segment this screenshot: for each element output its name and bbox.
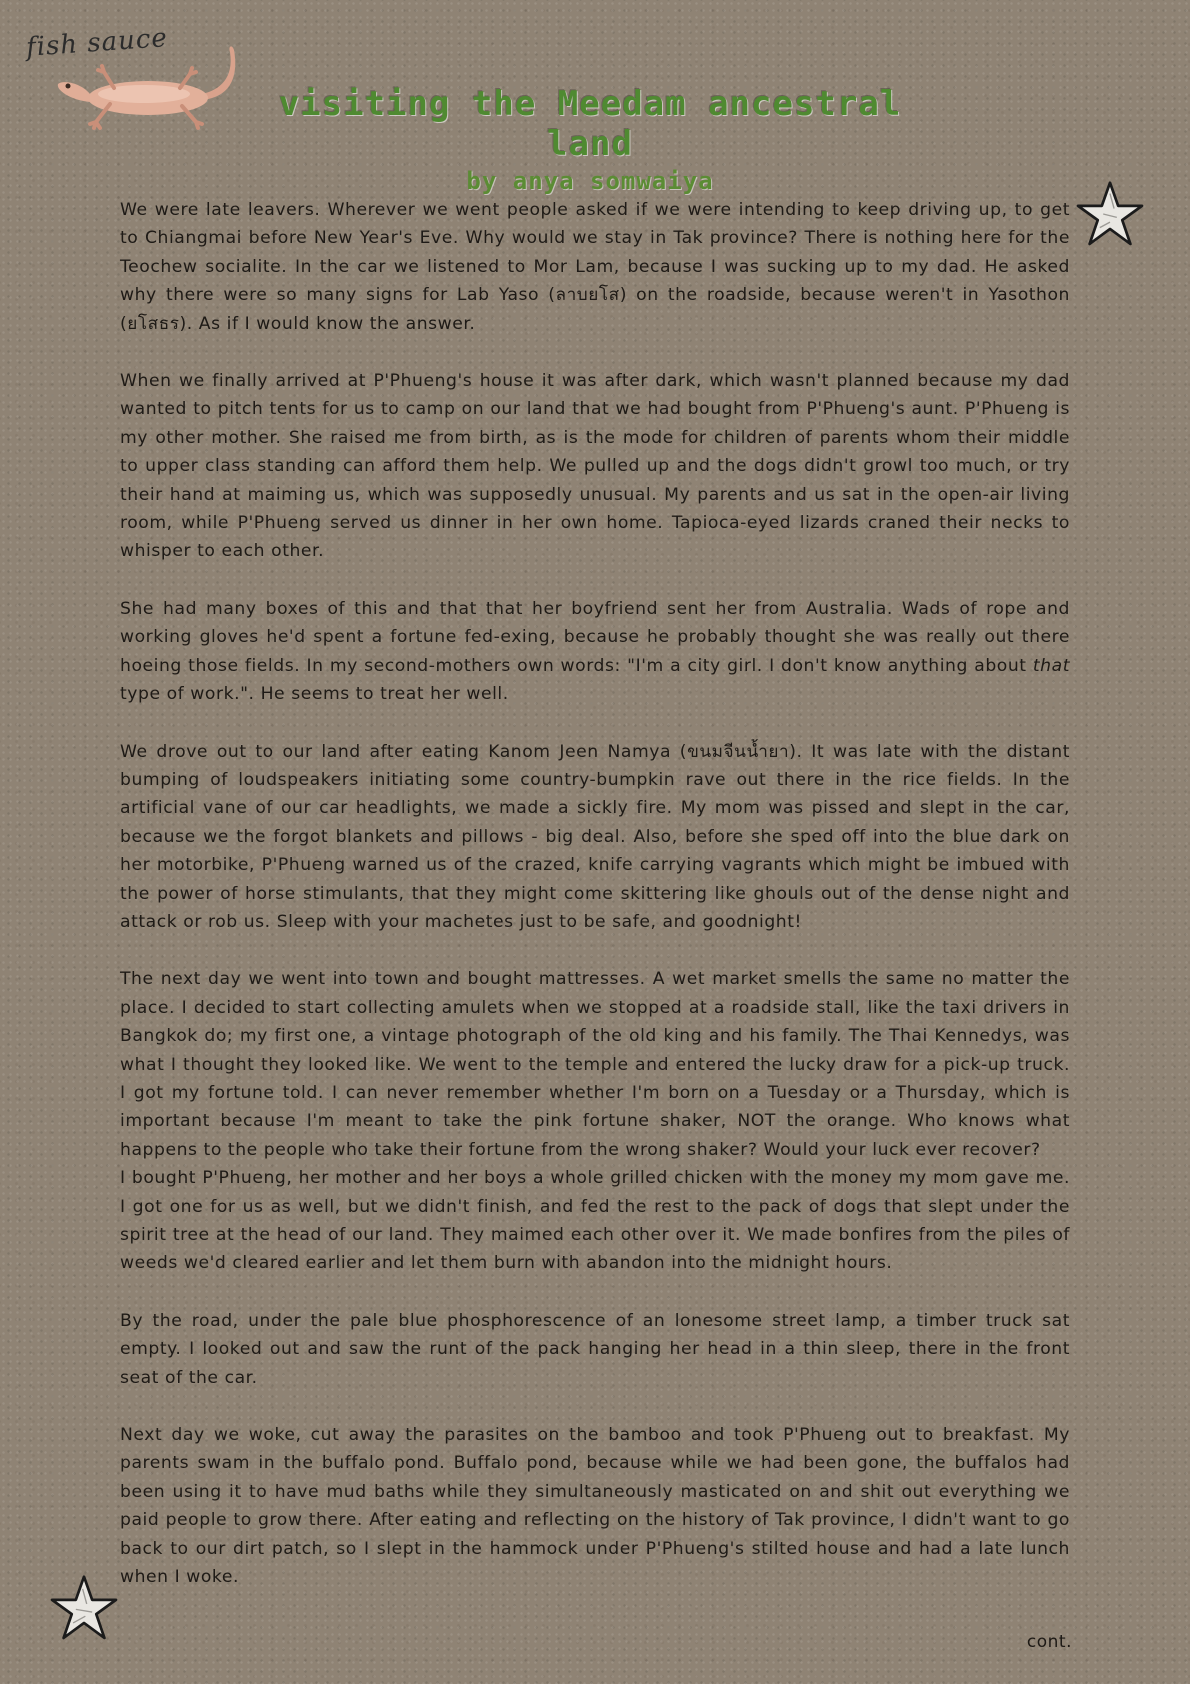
article-paragraph: By the road, under the pale blue phosphorescence of an lonesome street lamp, a timber truck sat empty. I looked out and saw the runt of the pack hanging her head in a thin sleep, there in the front seat of the car.	[120, 1310, 1070, 1388]
title-block	[240, 84, 940, 196]
article-paragraph: We drove out to our land after eating Kanom Jeen Namya (ขนมจีนน้ำยา). It was late with the distant bumping of loudspeakers initiating some country-bumpkin rave out there in the rice fields. In the artificial vane of our car headlights, we made a sickly fire. My mom was pissed and slept in the car, because we the forgot blankets and pillows - big deal. Also, before she sped off into the blue dark on her motorbike, P'Phueng warned us of the crazed, knife carrying vagrants which might be imbued with the power of horse stimulants, that they might come skittering like ghouls out of the dense night and attack or rob us. Sleep with your machetes just to be safe, and goodnight!	[120, 741, 1070, 932]
article-title: visiting the Meedam ancestral land	[278, 84, 902, 164]
article-byline: by anya somwaiya	[466, 167, 714, 195]
emphasis-text: that	[1032, 655, 1070, 676]
article-paragraph: When we finally arrived at P'Phueng's house it was after dark, which wasn't planned because my dad wanted to pitch tents for us to camp on our land that we had bought from P'Phueng's aunt. P'Phueng is my other mother. She raised me from birth, as is the mode for children of parents whom their middle to upper class standing can afford them help. We pulled up and the dogs didn't growl too much, or try their hand at maiming us, which was supposedly unusual. My parents and us sat in the open-air living room, while P'Phueng served us dinner in her own home. Tapioca-eyed lizards craned their necks to whisper to each other.	[120, 371, 1070, 562]
star-icon	[50, 1574, 118, 1642]
paragraph-text: She had many boxes of this and that that her boyfriend sent her from Australia. Wads of rope and working gloves he'd spent a fortune fed-exing, because he probably thought she was really out there hoeing those fields. In my second-mothers own words: "I'm a city girl. I don't know anything about	[120, 598, 1070, 676]
tag-label: fish sauce	[25, 23, 169, 63]
article-paragraph: We were late leavers. Wherever we went people asked if we were intending to keep driving up, to get to Chiangmai before New Year's Eve. Why would we stay in Tak province? There is nothing here for the Teochew socialite. In the car we listened to Mor Lam, because I was sucking up to my dad. He asked why there were so many signs for Lab Yaso (ลาบยโส) on the roadside, because weren't in Yasothon (ยโสธร). As if I would know the answer.	[120, 200, 1070, 334]
article-body	[120, 196, 1070, 1620]
article-paragraph: The next day we went into town and bought mattresses. A wet market smells the same no matter the place. I decided to start collecting amulets when we stopped at a roadside stall, like the taxi drivers in Bangkok do; my first one, a vintage photograph of the old king and his family. The Thai Kennedys, was what I thought they looked like. We went to the temple and entered the lucky draw for a pick-up truck. I got my fortune told. I can never remember whether I'm born on a Tuesday or a Thursday, which is important because I'm meant to take the pink fortune shaker, NOT the orange. Who knows what happens to the people who take their fortune from the wrong shaker? Would your luck ever recover?	[120, 969, 1070, 1160]
article-paragraph	[120, 595, 1070, 709]
article-paragraph: Next day we woke, cut away the parasites on the bamboo and took P'Phueng out to breakfast. My parents swam in the buffalo pond. Buffalo pond, because while we had been gone, the buffalos had been using it to have mud baths while they simultaneously masticated on and shit out everything we paid people to grow there. After eating and reflecting on the history of Tak province, I didn't want to go back to our dirt patch, so I slept in the hammock under P'Phueng's stilted house and had a late lunch when I woke.	[120, 1425, 1070, 1588]
paragraph-text: type of work.". He seems to treat her well.	[120, 684, 509, 705]
article-paragraph: I bought P'Phueng, her mother and her boys a whole grilled chicken with the money my mom gave me. I got one for us as well, but we didn't finish, and fed the rest to the pack of dogs that slept under the spirit tree at the head of our land. They maimed each other over it. We made bonfires from the piles of weeds we'd cleared earlier and let them burn with abandon into the midnight hours.	[120, 1168, 1070, 1274]
gecko-illustration	[52, 42, 242, 132]
continued-label: cont.	[1026, 1632, 1072, 1652]
star-icon	[1076, 180, 1144, 248]
